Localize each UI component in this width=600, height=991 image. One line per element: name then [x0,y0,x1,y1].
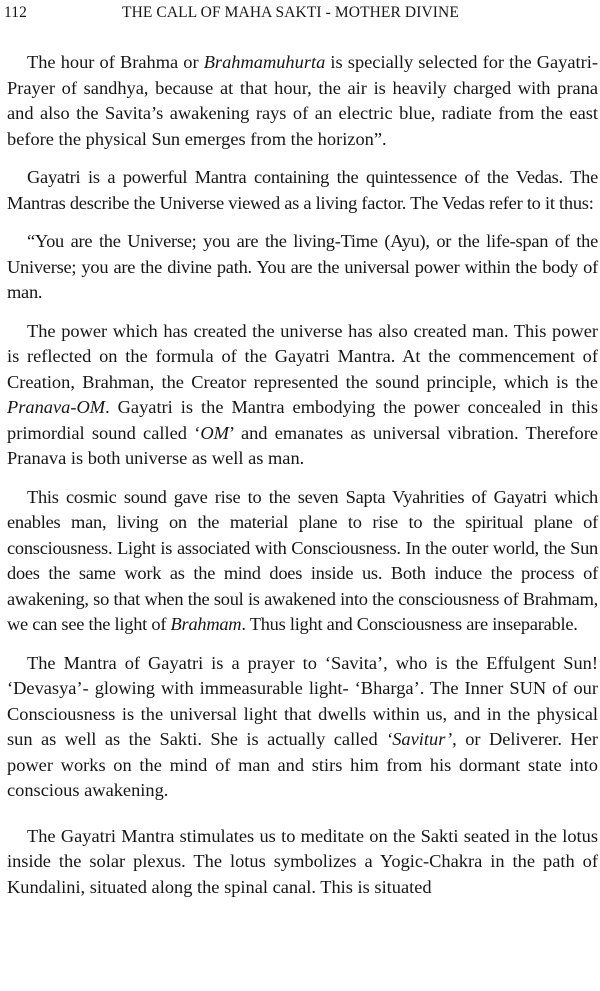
page-body [7,50,598,900]
text-segment: This cosmic sound gave rise to the seven Sapta Vyahrities of Gayatri which enables man, living on the material plane to rise to the spiritual plane of consciousness. Light is associated with Consciousness. In the outer world, the Sun does the same work as the mind does inside us. Both induce the process of awakening, so that when the soul is awakened into the consciousness of Brahmam, we can see the light of [7,486,598,634]
page-number: 112 [4,4,27,21]
italic-term-savitur: ‘Savitur’ [386,729,453,749]
italic-term-pranava-om: Pranava-OM [7,397,106,417]
paragraph-cosmic-sound [7,485,598,638]
paragraph-savita-prayer [7,651,598,804]
running-title: THE CALL OF MAHA SAKTI - MOTHER DIVINE [122,4,459,21]
text-segment: “You are the Universe; you are the living-Time (Ayu), or the life-span of the Universe; you are the divine path. You are the universal power within the body of man. [7,231,598,302]
text-segment: Gayatri is a powerful Mantra containing the quintessence of the Vedas. The Mantras describe the Universe viewed as a living factor. The Vedas refer to it thus: [7,167,598,213]
paragraph-universe-quote [7,229,598,306]
text-segment: , or Deliverer. Her power works on the mind of man and stirs him from his dormant state into conscious awakening. [7,729,598,800]
paragraph-solar-plexus [7,824,598,900]
paragraph-gayatri-vedas [7,165,598,216]
paragraph-brahmamuhurta [7,50,598,152]
text-segment: . Gayatri is the Mantra embodying the power concealed in this primordial sound called ‘ [7,397,598,443]
text-segment: is specially selected for the Gayatri-Prayer of sandhya, because at that hour, the air is heavily charged with prana and also the Savita’s awakening rays of an electric blue, radiate from the east before the physical Sun emerges from the horizon”. [7,52,598,149]
text-segment: The hour of Brahma or [27,52,204,72]
text-segment: The power which has created the universe has also created man. This power is reflected on the formula of the Gayatri Mantra. At the commencement of Creation, Brahman, the Creator represented the sound principle, which is the [7,320,598,392]
text-segment: ’ and emanates as universal vibration. Therefore Pranava is both universe as well as man. [7,422,598,468]
running-header [4,2,596,24]
text-segment: The Mantra of Gayatri is a prayer to ‘Savita’, who is the Effulgent Sun! ‘Devasya’- glowing with immeasurable light- ‘Bharga’. The Inner SUN of our Consciousness is the universal light that dwells within us, and in the physical sun as well as the Sakti. She is actually called [7,652,598,749]
italic-term-brahmamuhurta: Brahmamuhurta [203,52,326,72]
text-segment: . Thus light and Consciousness are inseparable. [241,614,578,634]
text-segment: The Gayatri Mantra stimulates us to meditate on the Sakti seated in the lotus inside the solar plexus. The lotus symbolizes a Yogic-Chakra in the path of Kundalini, situated along the spinal canal. This is situated [7,825,598,897]
italic-term-om: OM [200,422,229,443]
italic-term-brahmam: Brahmam [170,614,242,634]
paragraph-creation-power [7,319,598,472]
